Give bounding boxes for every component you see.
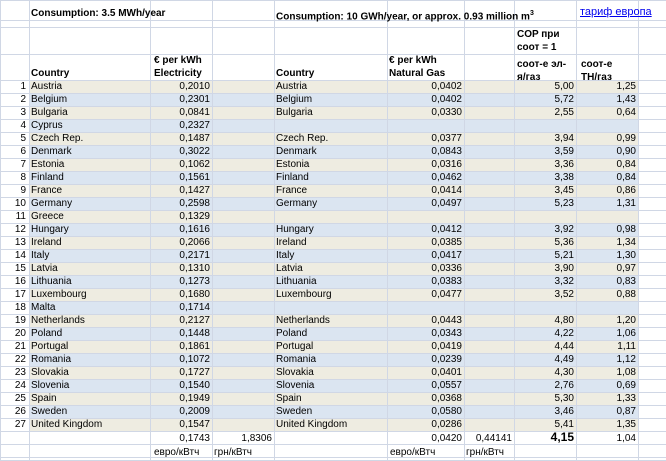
cop-cell: 2,55: [554, 107, 574, 118]
total-elec-avg: 0,1743: [179, 433, 210, 444]
country-cell: Luxembourg: [31, 289, 87, 300]
th-gas-ratio-cell: 1,30: [616, 250, 636, 261]
th-gas-ratio-cell: 0,88: [616, 289, 636, 300]
electricity-price-cell: 0,1540: [179, 380, 210, 391]
row-gridline: [0, 27, 666, 28]
cop-cell: 3,45: [554, 185, 574, 196]
th-gas-ratio-cell: 0,98: [616, 224, 636, 235]
gas-price-cell: 0,0385: [431, 237, 462, 248]
gas-price-cell: 0,0401: [431, 367, 462, 378]
cop-cell: 4,30: [554, 367, 574, 378]
country-cell: Hungary: [31, 224, 69, 235]
gas-price-cell: 0,0497: [431, 198, 462, 209]
electricity-price-cell: 0,2171: [179, 250, 210, 261]
electricity-price-cell: 0,1861: [179, 341, 210, 352]
th-gas-ratio-cell: 0,90: [616, 146, 636, 157]
row-number: 14: [14, 250, 26, 261]
header-th-line2: ТН/газ: [581, 72, 612, 83]
th-gas-ratio-cell: 0,84: [616, 172, 636, 183]
country-cell: United Kingdom: [31, 419, 103, 430]
total-elec-uah: 1,8306: [241, 433, 272, 444]
electricity-price-cell: 0,2327: [179, 120, 210, 131]
country-gas-cell: France: [276, 185, 308, 196]
country-gas-cell: Netherlands: [276, 315, 330, 326]
country-gas-cell: Sweden: [276, 406, 313, 417]
country-cell: Czech Rep.: [31, 133, 84, 144]
country-cell: Netherlands: [31, 315, 85, 326]
country-gas-cell: Belgium: [276, 94, 313, 105]
country-gas-cell: Poland: [276, 328, 308, 339]
header-country-left: Country: [31, 68, 70, 79]
country-cell: France: [31, 185, 63, 196]
row-number: 4: [20, 120, 26, 131]
header-elec-line1: € per kWh: [154, 55, 202, 66]
cop-cell: 5,21: [554, 250, 574, 261]
electricity-price-cell: 0,1062: [179, 159, 210, 170]
row-number: 25: [14, 393, 26, 404]
country-cell: Italy: [31, 250, 50, 261]
th-gas-ratio-cell: 0,87: [616, 406, 636, 417]
cop-cell: 4,49: [554, 354, 574, 365]
gas-price-cell: 0,0419: [431, 341, 462, 352]
row-number: 10: [14, 198, 26, 209]
country-gas-cell: Germany: [276, 198, 318, 209]
row-number: 24: [14, 380, 26, 391]
gas-price-cell: 0,0368: [431, 393, 462, 404]
total-th-avg: 1,04: [616, 433, 636, 444]
th-gas-ratio-cell: 1,43: [616, 94, 636, 105]
cop-cell: 4,44: [554, 341, 574, 352]
electricity-price-cell: 0,3022: [179, 146, 210, 157]
country-gas-cell: Bulgaria: [276, 107, 313, 118]
th-gas-ratio-cell: 0,83: [616, 276, 636, 287]
header-cop-line3: соот-е эл-: [517, 59, 567, 70]
cop-cell: 4,80: [554, 315, 574, 326]
electricity-price-cell: 0,1680: [179, 289, 210, 300]
cop-cell: 3,94: [554, 133, 574, 144]
country-gas-cell: Finland: [276, 172, 309, 183]
cop-cell: 5,30: [554, 393, 574, 404]
row-number: 17: [14, 289, 26, 300]
electricity-price-cell: 0,1714: [179, 302, 210, 313]
gas-price-cell: 0,0402: [431, 94, 462, 105]
electricity-price-cell: 0,1273: [179, 276, 210, 287]
row-number: 22: [14, 354, 26, 365]
th-gas-ratio-cell: 1,12: [616, 354, 636, 365]
country-gas-cell: Hungary: [276, 224, 314, 235]
country-cell: Portugal: [31, 341, 69, 352]
row-gridline: [0, 54, 666, 55]
th-gas-ratio-cell: 0,69: [616, 380, 636, 391]
cop-cell: 3,90: [554, 263, 574, 274]
header-cop-line2: соот = 1: [517, 42, 557, 53]
country-gas-cell: Czech Rep.: [276, 133, 329, 144]
electricity-price-cell: 0,2066: [179, 237, 210, 248]
th-gas-ratio-cell: 0,84: [616, 159, 636, 170]
unit-elec-eur: евро/кВтч: [154, 447, 200, 458]
gas-price-cell: 0,0462: [431, 172, 462, 183]
country-cell: Romania: [31, 354, 72, 365]
country-cell: Bulgaria: [31, 107, 68, 118]
unit-elec-uah: грн/кВтч: [214, 447, 253, 458]
country-gas-cell: Romania: [276, 354, 317, 365]
cop-cell: 3,32: [554, 276, 574, 287]
country-gas-cell: United Kingdom: [276, 419, 348, 430]
cop-cell: 3,59: [554, 146, 574, 157]
electricity-price-cell: 0,1727: [179, 367, 210, 378]
th-gas-ratio-cell: 1,34: [616, 237, 636, 248]
country-cell: Belgium: [31, 94, 68, 105]
th-gas-ratio-cell: 0,99: [616, 133, 636, 144]
row-number: 18: [14, 302, 26, 313]
country-gas-cell: Denmark: [276, 146, 317, 157]
row-number: 8: [20, 172, 26, 183]
country-cell: Ireland: [31, 237, 62, 248]
electricity-price-cell: 0,2010: [179, 81, 210, 92]
country-cell: Greece: [31, 211, 64, 222]
row-gridline: [0, 444, 666, 445]
gas-price-cell: 0,0412: [431, 224, 462, 235]
cop-cell: 3,46: [554, 406, 574, 417]
country-cell: Austria: [31, 81, 63, 92]
header-cop-line1: COP при: [517, 29, 560, 40]
country-cell: Slovenia: [31, 380, 70, 391]
row-number: 13: [14, 237, 26, 248]
electricity-price-cell: 0,2009: [179, 406, 210, 417]
electricity-price-cell: 0,1310: [179, 263, 210, 274]
row-number: 3: [20, 107, 26, 118]
row-number: 9: [20, 185, 26, 196]
electricity-price-cell: 0,1616: [179, 224, 210, 235]
country-gas-cell: Italy: [276, 250, 295, 261]
tariff-europe-link[interactable]: тариф европа: [580, 6, 652, 18]
consumption-left-title: Consumption: 3.5 MWh/year: [31, 8, 166, 19]
country-gas-cell: Slovakia: [276, 367, 314, 378]
country-gas-cell: Portugal: [276, 341, 314, 352]
row-number: 12: [14, 224, 26, 235]
country-gas-cell: Ireland: [276, 237, 307, 248]
row-number: 27: [14, 419, 26, 430]
country-cell: Poland: [31, 328, 63, 339]
electricity-price-cell: 0,2301: [179, 94, 210, 105]
cop-cell: 5,36: [554, 237, 574, 248]
electricity-price-cell: 0,1072: [179, 354, 210, 365]
th-gas-ratio-cell: 1,08: [616, 367, 636, 378]
country-cell: Finland: [31, 172, 64, 183]
electricity-price-cell: 0,0841: [179, 107, 210, 118]
gas-price-cell: 0,0580: [431, 406, 462, 417]
gas-price-cell: 0,0557: [431, 380, 462, 391]
country-cell: Malta: [31, 302, 56, 313]
gas-price-cell: 0,0402: [431, 81, 462, 92]
row-number: 20: [14, 328, 26, 339]
th-gas-ratio-cell: 0,64: [616, 107, 636, 118]
header-cop-line4: я/газ: [517, 72, 541, 83]
gas-price-cell: 0,0477: [431, 289, 462, 300]
th-gas-ratio-cell: 1,33: [616, 393, 636, 404]
th-gas-ratio-cell: 1,06: [616, 328, 636, 339]
th-gas-ratio-cell: 1,25: [616, 81, 636, 92]
electricity-price-cell: 0,2127: [179, 315, 210, 326]
gas-price-cell: 0,0286: [431, 419, 462, 430]
row-gridline: [0, 457, 666, 458]
country-cell: Denmark: [31, 146, 72, 157]
cop-cell: 3,38: [554, 172, 574, 183]
gas-price-cell: 0,0443: [431, 315, 462, 326]
header-country-right: Country: [276, 68, 315, 79]
gas-price-cell: 0,0843: [431, 146, 462, 157]
country-cell: Slovakia: [31, 367, 69, 378]
row-number: 6: [20, 146, 26, 157]
row-number: 21: [14, 341, 26, 352]
gas-price-cell: 0,0330: [431, 107, 462, 118]
electricity-price-cell: 0,1547: [179, 419, 210, 430]
cop-cell: 2,76: [554, 380, 574, 391]
electricity-price-cell: 0,1561: [179, 172, 210, 183]
row-number: 23: [14, 367, 26, 378]
row-number: 16: [14, 276, 26, 287]
country-cell: Lithuania: [31, 276, 72, 287]
country-cell: Spain: [31, 393, 57, 404]
electricity-price-cell: 0,1448: [179, 328, 210, 339]
row-number: 5: [20, 133, 26, 144]
cop-cell: 5,00: [554, 81, 574, 92]
country-cell: Germany: [31, 198, 73, 209]
row-number: 2: [20, 94, 26, 105]
country-gas-cell: Estonia: [276, 159, 310, 170]
country-gas-cell: Latvia: [276, 263, 303, 274]
cop-cell: 4,22: [554, 328, 574, 339]
country-cell: Cyprus: [31, 120, 63, 131]
header-gas-line2: Natural Gas: [389, 68, 446, 79]
gas-price-cell: 0,0377: [431, 133, 462, 144]
country-cell: Estonia: [31, 159, 65, 170]
electricity-price-cell: 0,1949: [179, 393, 210, 404]
header-gas-line1: € per kWh: [389, 55, 437, 66]
gas-price-cell: 0,0336: [431, 263, 462, 274]
country-gas-cell: Lithuania: [276, 276, 317, 287]
electricity-price-cell: 0,1427: [179, 185, 210, 196]
row-number: 19: [14, 315, 26, 326]
cop-cell: 3,92: [554, 224, 574, 235]
cop-cell: 5,41: [554, 419, 574, 430]
total-gas-uah: 0,44141: [475, 433, 512, 444]
row-number: 7: [20, 159, 26, 170]
row-number: 15: [14, 263, 26, 274]
th-gas-ratio-cell: 0,97: [616, 263, 636, 274]
consumption-right-title: Consumption: 10 GWh/year, or approx. 0.93 million $m^3$: [276, 10, 534, 23]
row-number: 1: [20, 81, 26, 92]
country-gas-cell: Austria: [276, 81, 308, 92]
th-gas-ratio-cell: 0,86: [616, 185, 636, 196]
row-number: 26: [14, 406, 26, 417]
gas-price-cell: 0,0383: [431, 276, 462, 287]
total-gas-avg: 0,0420: [431, 433, 462, 444]
country-cell: Sweden: [31, 406, 68, 417]
cop-cell: 5,23: [554, 198, 574, 209]
th-gas-ratio-cell: 1,31: [616, 198, 636, 209]
gas-price-cell: 0,0343: [431, 328, 462, 339]
electricity-price-cell: 0,1329: [179, 211, 210, 222]
country-cell: Latvia: [31, 263, 58, 274]
header-elec-line2: Electricity: [154, 68, 202, 79]
th-gas-ratio-cell: 1,35: [616, 419, 636, 430]
total-cop-avg: 4,15: [550, 430, 574, 444]
gas-price-cell: 0,0417: [431, 250, 462, 261]
row-number: 11: [15, 211, 26, 222]
cop-cell: 5,72: [554, 94, 574, 105]
th-gas-ratio-cell: 1,11: [617, 341, 636, 352]
gas-price-cell: 0,0316: [431, 159, 462, 170]
country-gas-cell: Luxembourg: [276, 289, 332, 300]
cop-cell: 3,52: [554, 289, 574, 300]
gas-price-cell: 0,0414: [431, 185, 462, 196]
gas-price-cell: 0,0239: [431, 354, 462, 365]
cop-cell: 3,36: [554, 159, 574, 170]
header-th-line1: соот-е: [581, 59, 613, 70]
th-gas-ratio-cell: 1,20: [616, 315, 636, 326]
country-gas-cell: Spain: [276, 393, 302, 404]
unit-gas-eur: евро/кВтч: [390, 447, 436, 458]
electricity-price-cell: 0,1487: [179, 133, 210, 144]
unit-gas-uah: грн/кВтч: [466, 447, 505, 458]
electricity-price-cell: 0,2598: [179, 198, 210, 209]
country-gas-cell: Slovenia: [276, 380, 315, 391]
row-gridline: [0, 0, 666, 1]
